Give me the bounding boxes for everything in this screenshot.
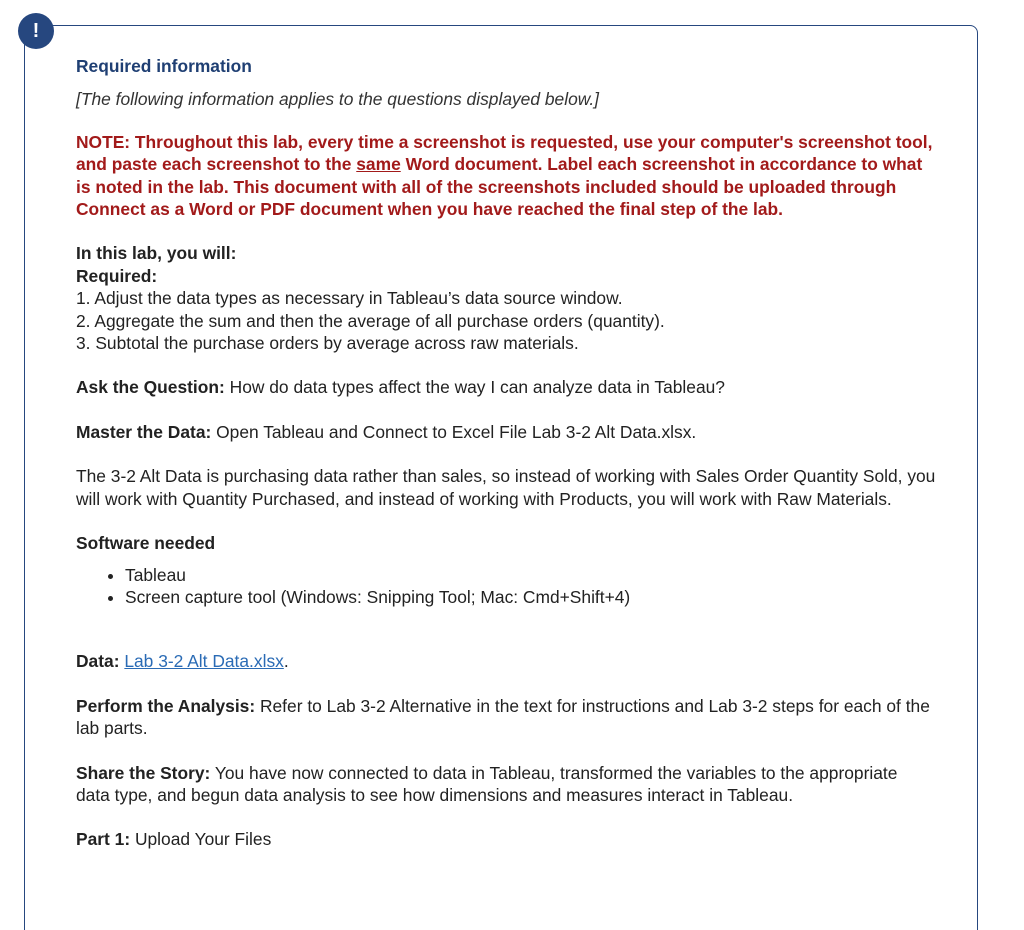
step-3: 3. Subtotal the purchase orders by average across raw materials.	[76, 333, 579, 354]
required-information-card	[24, 25, 978, 930]
intro-section	[76, 242, 936, 354]
intro-line: In this lab, you will:	[76, 243, 237, 264]
step-2: 2. Aggregate the sum and then the average of all purchase orders (quantity).	[76, 310, 665, 331]
data-file	[76, 650, 936, 672]
software-heading: Software needed	[76, 533, 216, 554]
software-item-tableau: • Tableau	[125, 564, 936, 586]
data-label: Data:	[76, 651, 120, 672]
part-1-text: Upload Your Files	[130, 829, 272, 850]
ask-label: Ask the Question:	[76, 377, 225, 398]
share-text: You have now connected to data in Tableau, transformed the variables to the appropriate data type, and begun data analysis to see how dimensions and measures interact in Tableau.	[76, 762, 898, 805]
perform-analysis	[76, 695, 936, 740]
master-data	[76, 421, 936, 443]
data-file-link[interactable]: Lab 3-2 Alt Data.xlsx	[124, 651, 284, 672]
software-item-screen-capture: • Screen capture tool (Windows: Snipping Tool; Mac: Cmd+Shift+4)	[125, 586, 936, 608]
perform-label: Perform the Analysis:	[76, 695, 256, 716]
note-text-end: Word document. Label each screenshot in accordance to what is noted in the lab. This document with all of the screenshots included should be uploaded through Connect as a Word or PDF document when you have reached the final step of the lab.	[76, 154, 923, 220]
note-underlined-word: same	[356, 154, 401, 175]
part-1	[76, 828, 936, 850]
perform-text: Refer to Lab 3-2 Alternative in the text for instructions and Lab 3-2 steps for each of the lab parts.	[76, 695, 930, 739]
ask-question	[76, 376, 936, 398]
share-label: Share the Story:	[76, 762, 211, 783]
required-label: Required:	[76, 265, 158, 286]
alert-icon: !	[18, 13, 54, 49]
step-1: 1. Adjust the data types as necessary in Tableau’s data source window.	[76, 288, 623, 309]
applies-note: [The following information applies to the questions displayed below.]	[76, 89, 600, 110]
ask-text: How do data types affect the way I can analyze data in Tableau?	[224, 377, 725, 398]
share-story	[76, 762, 936, 807]
screenshot-note	[76, 131, 936, 221]
software-list	[76, 564, 936, 609]
data-suffix: .	[283, 651, 289, 672]
master-text: Open Tableau and Connect to Excel File Lab 3-2 Alt Data.xlsx.	[211, 421, 697, 442]
card-content	[76, 55, 936, 851]
data-description: The 3-2 Alt Data is purchasing data rather than sales, so instead of working with Sales Order Quantity Sold, you will work with Quantity Purchased, and instead of working with Products, you will work with Raw Materials.	[76, 466, 936, 509]
note-text-start: NOTE: Throughout this lab, every time a screenshot is requested, use your computer's screenshot tool, and paste each screenshot to the	[76, 131, 933, 175]
card-heading: Required information	[76, 56, 252, 76]
part-1-label: Part 1:	[76, 829, 131, 850]
master-label: Master the Data:	[76, 421, 212, 442]
